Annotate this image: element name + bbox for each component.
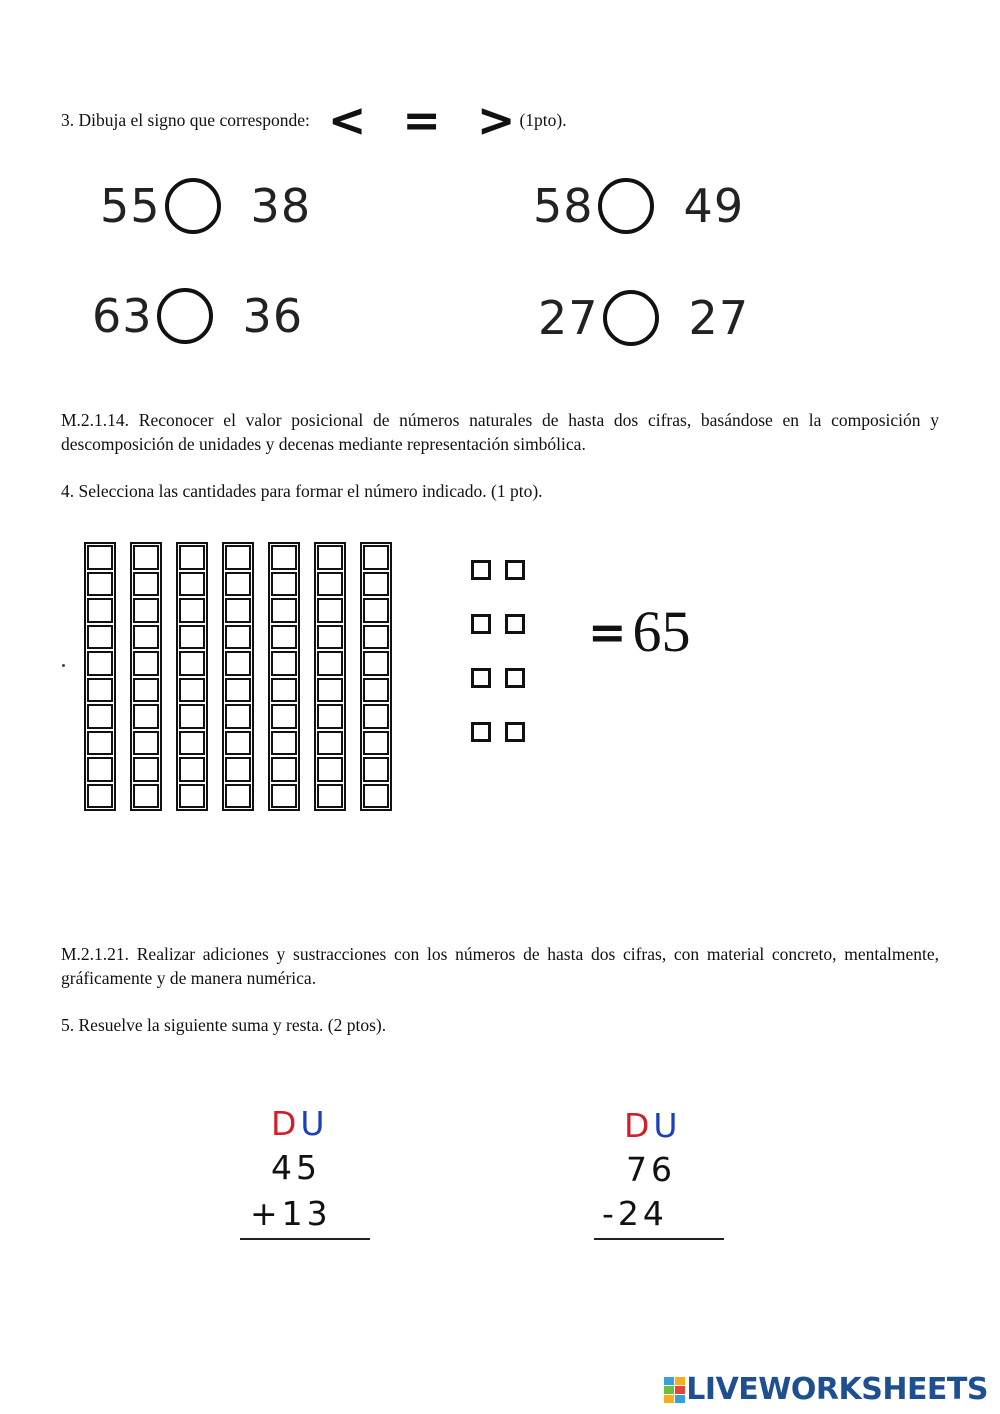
- rod-cell: [133, 784, 159, 809]
- rod-cell: [87, 784, 113, 809]
- rod-cell: [271, 731, 297, 756]
- addition-header: [271, 1104, 329, 1143]
- ten-rod[interactable]: [130, 542, 162, 811]
- rod-cell: [225, 651, 251, 676]
- rod-cell: [317, 572, 343, 597]
- comparison-right: 49: [683, 179, 745, 233]
- subtraction-rule: [594, 1238, 724, 1240]
- addition-bottom: +13: [250, 1194, 332, 1233]
- equals-target: [588, 598, 691, 665]
- standard-m2114: [61, 408, 939, 456]
- liveworksheets-logo: [664, 1372, 988, 1407]
- rod-cell: [133, 572, 159, 597]
- standard-m2114-text: M.2.1.14. Reconocer el valor posicional de números naturales de hasta dos cifras, basándose en la composición y descomposición de unidades y decenas mediante representación simbólica.: [61, 410, 939, 454]
- target-number: 65: [632, 599, 691, 664]
- greater-than-sign: >: [476, 93, 516, 147]
- rod-cell: [363, 545, 389, 570]
- ten-rod[interactable]: [268, 542, 300, 811]
- ten-rod[interactable]: [314, 542, 346, 811]
- comparison-left: 58: [533, 179, 594, 233]
- rod-cell: [363, 757, 389, 782]
- unit-cubes: [471, 560, 525, 742]
- answer-circle[interactable]: [165, 178, 221, 234]
- rod-cell: [225, 598, 251, 623]
- rod-cell: [225, 757, 251, 782]
- addition-top: 45: [271, 1148, 321, 1187]
- tens-label: D: [271, 1104, 301, 1143]
- rod-cell: [317, 625, 343, 650]
- rod-cell: [133, 545, 159, 570]
- rod-cell: [363, 572, 389, 597]
- rod-cell: [87, 545, 113, 570]
- ten-rod[interactable]: [176, 542, 208, 811]
- q5-prompt: 5. Resuelve la siguiente suma y resta. (2 ptos).: [61, 1015, 387, 1035]
- rod-cell: [225, 784, 251, 809]
- liveworksheets-icon: [664, 1377, 686, 1403]
- unit-cube[interactable]: [471, 614, 491, 634]
- unit-cube[interactable]: [505, 668, 525, 688]
- rod-cell: [271, 784, 297, 809]
- unit-cube[interactable]: [505, 722, 525, 742]
- rod-cell: [363, 678, 389, 703]
- subtraction-bottom: -24: [602, 1194, 668, 1233]
- comparison-right: 36: [242, 289, 304, 343]
- rod-cell: [363, 731, 389, 756]
- rod-cell: [87, 598, 113, 623]
- ten-rod[interactable]: [360, 542, 392, 811]
- rod-cell: [317, 704, 343, 729]
- addition-rule: [240, 1238, 370, 1240]
- answer-circle[interactable]: [157, 288, 213, 344]
- rod-cell: [317, 598, 343, 623]
- rod-cell: [363, 704, 389, 729]
- units-label: U: [653, 1106, 682, 1145]
- rod-cell: [225, 545, 251, 570]
- standard-m2121: [61, 942, 939, 990]
- rod-cell: [271, 757, 297, 782]
- rod-cell: [271, 625, 297, 650]
- rod-cell: [225, 731, 251, 756]
- comparison-3: [92, 288, 303, 344]
- rod-cell: [133, 625, 159, 650]
- rod-cell: [363, 784, 389, 809]
- rod-cell: [225, 704, 251, 729]
- rod-cell: [87, 572, 113, 597]
- rod-cell: [179, 704, 205, 729]
- rod-cell: [225, 572, 251, 597]
- rod-cell: [317, 678, 343, 703]
- rod-cell: [179, 731, 205, 756]
- ten-rod[interactable]: [84, 542, 116, 811]
- units-label: U: [300, 1104, 329, 1143]
- unit-cube[interactable]: [471, 668, 491, 688]
- rod-cell: [271, 678, 297, 703]
- comparison-left: 27: [538, 291, 599, 345]
- rod-cell: [179, 757, 205, 782]
- rod-cell: [179, 625, 205, 650]
- unit-cube[interactable]: [505, 560, 525, 580]
- rod-cell: [179, 598, 205, 623]
- ten-rod[interactable]: [222, 542, 254, 811]
- comparison-right: 27: [688, 291, 750, 345]
- subtraction-header: [624, 1106, 682, 1145]
- rod-cell: [179, 651, 205, 676]
- comparison-left: 63: [92, 289, 153, 343]
- q3-prompt: 3. Dibuja el signo que corresponde:: [61, 110, 310, 130]
- comparison-left: 55: [100, 179, 161, 233]
- rod-cell: [317, 731, 343, 756]
- rod-cell: [271, 545, 297, 570]
- rod-cell: [133, 651, 159, 676]
- rod-cell: [133, 757, 159, 782]
- rod-cell: [133, 678, 159, 703]
- rod-cell: [87, 757, 113, 782]
- less-than-sign: <: [327, 93, 367, 147]
- rod-cell: [133, 704, 159, 729]
- comparison-2: [533, 178, 744, 234]
- rod-cell: [87, 704, 113, 729]
- rod-cell: [271, 598, 297, 623]
- answer-circle[interactable]: [603, 290, 659, 346]
- answer-circle[interactable]: [598, 178, 654, 234]
- unit-cube[interactable]: [471, 722, 491, 742]
- unit-cube[interactable]: [471, 560, 491, 580]
- rod-cell: [271, 572, 297, 597]
- q3-line: [61, 93, 567, 147]
- tens-label: D: [624, 1106, 654, 1145]
- q4-prompt: 4. Selecciona las cantidades para formar el número indicado. (1 pto).: [61, 481, 543, 501]
- rod-cell: [133, 598, 159, 623]
- brand-name: LIVEWORKSHEETS: [686, 1372, 988, 1407]
- rod-cell: [179, 784, 205, 809]
- rod-cell: [225, 678, 251, 703]
- rod-cell: [133, 731, 159, 756]
- rod-cell: [317, 757, 343, 782]
- rod-cell: [179, 678, 205, 703]
- rod-cell: [363, 598, 389, 623]
- equals-sign: =: [402, 93, 441, 147]
- rod-cell: [87, 731, 113, 756]
- tens-rods: [84, 542, 392, 811]
- rod-cell: [271, 704, 297, 729]
- rod-cell: [179, 572, 205, 597]
- rod-cell: [179, 545, 205, 570]
- rod-cell: [317, 545, 343, 570]
- subtraction-top: 76: [626, 1150, 676, 1189]
- equals-symbol: =: [588, 604, 627, 659]
- standard-m2121-text: M.2.1.21. Realizar adiciones y sustracciones con los números de hasta dos cifras, con material concreto, mentalmente, gráficamente y de manera numérica.: [61, 944, 939, 988]
- rod-cell: [363, 651, 389, 676]
- comparison-right: 38: [250, 179, 312, 233]
- comparison-1: [100, 178, 311, 234]
- rod-cell: [317, 651, 343, 676]
- rod-cell: [317, 784, 343, 809]
- rod-cell: [225, 625, 251, 650]
- unit-cube[interactable]: [505, 614, 525, 634]
- q3-points: (1pto).: [519, 110, 567, 130]
- rod-cell: [363, 625, 389, 650]
- comparison-4: [538, 290, 749, 346]
- rod-cell: [87, 625, 113, 650]
- rod-cell: [87, 678, 113, 703]
- rod-cell: [87, 651, 113, 676]
- stray-dot: [62, 664, 65, 667]
- rod-cell: [271, 651, 297, 676]
